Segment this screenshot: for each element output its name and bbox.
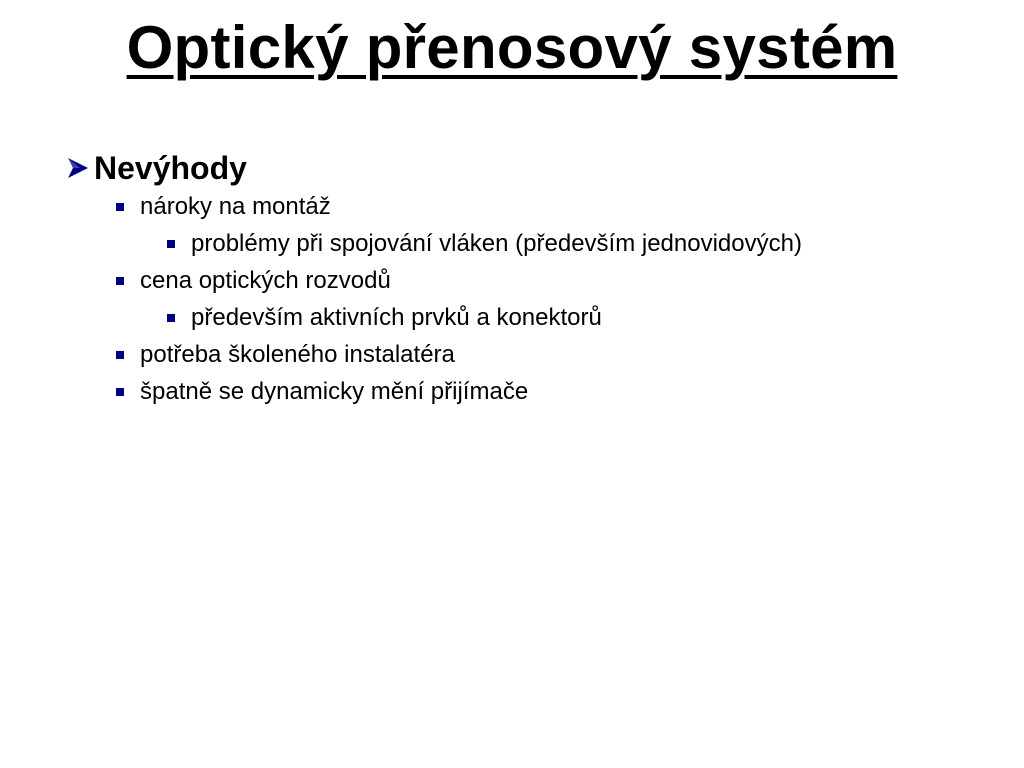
- square-bullet-icon: [116, 351, 124, 359]
- list-item-text: problémy při spojování vláken (především jednovidových): [191, 229, 802, 257]
- list-item-text: především aktivních prvků a konektorů: [191, 303, 602, 331]
- square-bullet-icon: [167, 314, 175, 322]
- square-bullet-icon: [167, 240, 175, 248]
- square-bullet-icon: [116, 203, 124, 211]
- slide-title: Optický přenosový systém: [126, 14, 898, 81]
- list-item: [114, 262, 1014, 299]
- square-bullet-icon: [116, 388, 124, 396]
- slide-content: [66, 148, 1014, 410]
- list-item: [164, 299, 1014, 336]
- list-item-text: špatně se dynamicky mění přijímače: [140, 377, 529, 405]
- heading-label: Nevýhody: [94, 149, 247, 186]
- list-item: [114, 373, 1014, 410]
- square-bullet-icon: [116, 277, 124, 285]
- list-item-text: cena optických rozvodů: [140, 266, 391, 294]
- list-item: [114, 188, 1014, 225]
- arrow-bullet-icon: [66, 148, 94, 188]
- list-item-text: potřeba školeného instalatéra: [140, 340, 455, 368]
- list-item-text: nároky na montáž: [140, 192, 331, 220]
- bullet-heading: [66, 148, 1014, 188]
- list-item: [114, 336, 1014, 373]
- list-item: [164, 225, 1014, 262]
